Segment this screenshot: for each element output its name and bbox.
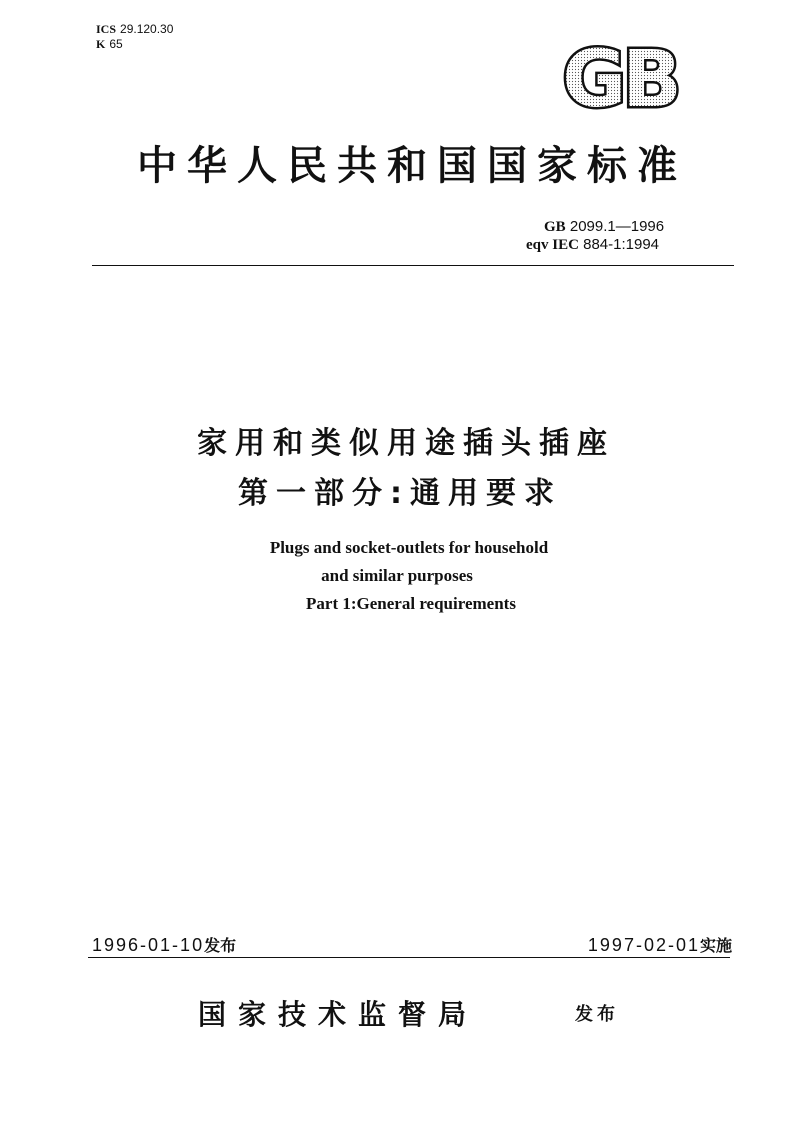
ics-label: ICS (96, 22, 117, 36)
eqv-code: 884-1:1994 (583, 236, 660, 253)
standard-number (526, 218, 664, 254)
effective-date-label: 实施 (699, 936, 732, 955)
ics-code: 29.120.30 (120, 22, 174, 36)
k-label: K (96, 37, 106, 51)
k-line (96, 37, 173, 52)
publisher-name: 国家技术监督局 (198, 998, 479, 1031)
english-title-line-2: and similar purposes (321, 566, 473, 585)
national-standard-heading: 中华人民共和国国家标准 (137, 142, 687, 189)
eqv-line (526, 236, 664, 254)
gb-logo (550, 38, 690, 116)
publisher-action: 发布 (575, 1004, 619, 1025)
gb-logo-text: GB (562, 38, 678, 116)
gb-code: 2099.1—1996 (569, 218, 665, 235)
chinese-title-line-1: 家用和类似用途插头插座 (197, 426, 615, 461)
effective-date (588, 933, 732, 956)
footer-divider (88, 957, 730, 958)
effective-date-value: 1997-02-01 (587, 935, 700, 955)
ics-line (96, 22, 173, 37)
classification-codes (96, 22, 173, 52)
k-code: 65 (109, 37, 123, 51)
english-title-line-1: Plugs and socket-outlets for household (269, 538, 549, 557)
issue-date-label: 发布 (204, 936, 237, 955)
issue-date-value: 1996-01-10 (92, 935, 205, 955)
header-divider (92, 265, 734, 266)
gb-number-line (526, 218, 664, 236)
issue-date (92, 933, 236, 956)
gb-prefix: GB (544, 219, 566, 235)
eqv-prefix: eqv IEC (526, 237, 579, 253)
chinese-title-line-2: 第一部分:通用要求 (238, 476, 562, 511)
english-title-line-3: Part 1:General requirements (306, 594, 516, 613)
